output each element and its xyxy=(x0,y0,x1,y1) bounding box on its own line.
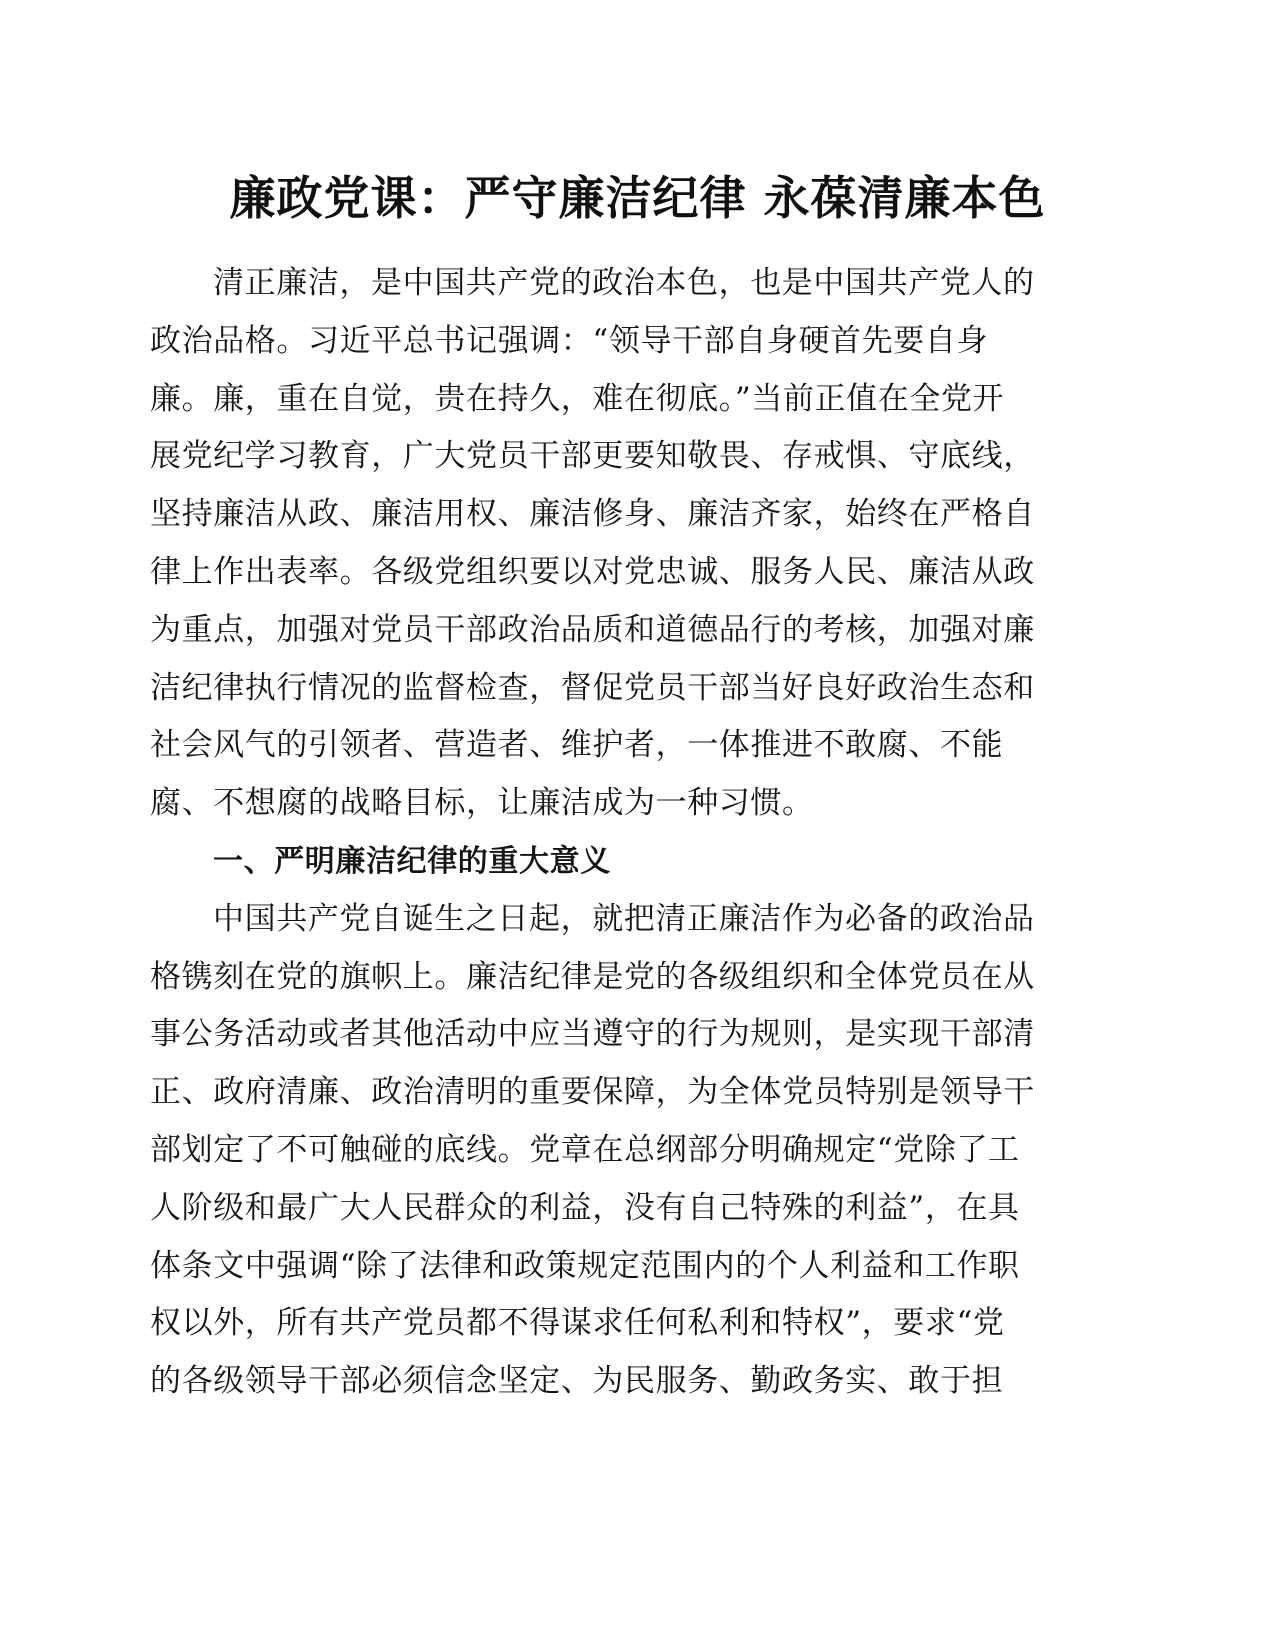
paragraph-1 xyxy=(150,255,1050,833)
document-title: 廉政党课：严守廉洁纪律 永葆清廉本色 xyxy=(229,171,1046,225)
text-line: 为重点，加强对党员干部政治品质和道德品行的考核，加强对廉 xyxy=(150,611,1035,648)
text-line: 正、政府清廉、政治清明的重要保障，为全体党员特别是领导干 xyxy=(150,1074,1035,1111)
text-line: 坚持廉洁从政、廉洁用权、廉洁修身、廉洁齐家，始终在严格自 xyxy=(150,496,1035,533)
text-line: 人阶级和最广大人民群众的利益，没有自己特殊的利益”，在具 xyxy=(150,1189,1020,1226)
text-line: 腐、不想腐的战略目标，让廉洁成为一种习惯。 xyxy=(150,785,814,822)
text-line: 洁纪律执行情况的监督检查，督促党员干部当好良好政治生态和 xyxy=(150,669,1035,706)
text-line: 格镌刻在党的旗帜上。廉洁纪律是党的各级组织和全体党员在从 xyxy=(150,958,1035,995)
text-line: 展党纪学习教育，广大党员干部更要知敬畏、存戒惧、守底线， xyxy=(150,438,1035,475)
paragraph-2 xyxy=(150,891,1050,1411)
text-line: 的各级领导干部必须信念坚定、为民服务、勤政务实、敢于担 xyxy=(150,1363,1004,1400)
text-line: 权以外，所有共产党员都不得谋求任何私利和特权”，要求“党 xyxy=(150,1305,1005,1342)
text-line: 律上作出表率。各级党组织要以对党忠诚、服务人民、廉洁从政 xyxy=(150,553,1035,590)
text-line: 部划定了不可触碰的底线。党章在总纲部分明确规定“党除了工 xyxy=(150,1131,1020,1168)
text-line: 清正廉洁，是中国共产党的政治本色，也是中国共产党人的 xyxy=(213,265,1035,301)
text-line: 廉。廉，重在自觉，贵在持久，难在彻底。”当前正值在全党开 xyxy=(150,380,1005,417)
text-line: 政治品格。习近平总书记强调：“领导干部自身硬首先要自身 xyxy=(150,322,989,359)
text-line: 事公务活动或者其他活动中应当遵守的行为规则，是实现干部清 xyxy=(150,1016,1035,1053)
text-line: 体条文中强调“除了法律和政策规定范围内的个人利益和工作职 xyxy=(150,1247,1020,1284)
section-heading: 一、严明廉洁纪律的重大意义 xyxy=(213,843,611,879)
text-line: 社会风气的引领者、营造者、维护者，一体推进不敢腐、不能 xyxy=(150,727,1004,764)
text-line: 中国共产党自诞生之日起，就把清正廉洁作为必备的政治品 xyxy=(213,900,1035,937)
document-body xyxy=(150,255,1050,1411)
